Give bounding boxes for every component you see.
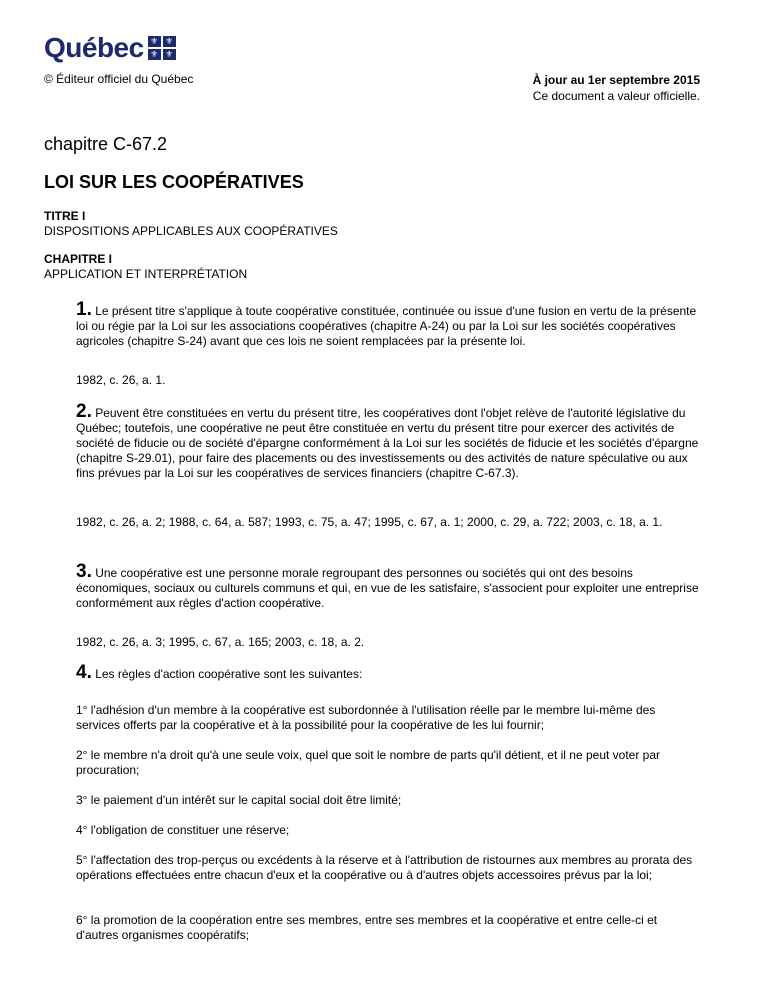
article-history: 1982, c. 26, a. 2; 1988, c. 64, a. 587; 1993, c. 75, a. 47; 1995, c. 67, a. 1; 2000, c. 29, a. 722; 2003, c. 18, a. 1. bbox=[76, 515, 663, 529]
titre-heading bbox=[44, 209, 338, 239]
quebec-logo bbox=[44, 30, 176, 66]
titre-label: TITRE I bbox=[44, 209, 86, 223]
official-note: Ce document a valeur officielle. bbox=[532, 89, 700, 103]
article-number: 2. bbox=[76, 401, 92, 422]
article-paragraph-3: 3° le paiement d'un intérêt sur le capital social doit être limité; bbox=[76, 793, 402, 807]
article-number: 4. bbox=[76, 662, 92, 683]
article-2 bbox=[76, 401, 700, 481]
editor-credit: © Éditeur officiel du Québec bbox=[44, 72, 194, 86]
chapitre-label: CHAPITRE I bbox=[44, 252, 113, 266]
chapitre-heading bbox=[44, 252, 247, 282]
article-text: Les règles d'action coopérative sont les suivantes: bbox=[95, 667, 363, 681]
article-text: Le présent titre s'applique à toute coopérative constituée, continuée ou issue d'une fusion en vertu de la présente loi ou régie par la Loi sur les associations coopératives (chapitre A-24) ou par la Loi sur les sociétés coopératives agricoles (chapitre S-24) avant que ces lois ne soient remplacées par la présente loi. bbox=[76, 304, 697, 348]
article-number: 3. bbox=[76, 561, 92, 582]
chapitre-text: APPLICATION ET INTERPRÉTATION bbox=[44, 267, 248, 281]
document-status bbox=[533, 72, 700, 104]
law-title: LOI SUR LES COOPÉRATIVES bbox=[44, 172, 304, 192]
article-history: 1982, c. 26, a. 1. bbox=[76, 373, 166, 387]
article-history: 1982, c. 26, a. 3; 1995, c. 67, a. 165; 2003, c. 18, a. 2. bbox=[76, 635, 365, 649]
fleur-de-lis-flag-icon: ⚜ ⚜ ⚜ ⚜ bbox=[148, 36, 176, 60]
article-4 bbox=[76, 662, 700, 683]
chapter-number: chapitre C-67.2 bbox=[44, 134, 168, 154]
titre-text: DISPOSITIONS APPLICABLES AUX COOPÉRATIVES bbox=[44, 224, 338, 238]
update-date: À jour au 1er septembre 2015 bbox=[532, 73, 700, 87]
article-3 bbox=[76, 561, 700, 611]
article-1 bbox=[76, 299, 700, 349]
article-paragraph-4: 4° l'obligation de constituer une réserve; bbox=[76, 823, 290, 837]
article-paragraph-5: 5° l'affectation des trop-perçus ou excédents à la réserve et à l'attribution de ristournes aux membres au prorata des opérations effectuées entre chacun d'eux et la coopérative ou à d'autres objets accessoires prévus par la loi; bbox=[76, 853, 693, 882]
logo-wordmark: Québec bbox=[44, 32, 144, 63]
article-paragraph-1: 1° l'adhésion d'un membre à la coopérative est subordonnée à l'utilisation réelle par le membre lui-même des services offerts par la coopérative et à la possibilité pour la coopérative de les lui fournir; bbox=[76, 703, 656, 732]
article-paragraph-6: 6° la promotion de la coopération entre ses membres, entre ses membres et la coopérative et entre celle-ci et d'autres organismes coopératifs; bbox=[76, 913, 658, 942]
article-text: Une coopérative est une personne morale regroupant des personnes ou sociétés qui ont des besoins économiques, sociaux ou culturels communs et qui, en vue de les satisfaire, s'associent pour exploiter une entreprise conformément aux règles d'action coopérative. bbox=[76, 566, 699, 610]
article-paragraph-2: 2° le membre n'a droit qu'à une seule voix, quel que soit le nombre de parts qu'il détient, et il ne peut voter par procuration; bbox=[76, 748, 661, 777]
article-number: 1. bbox=[76, 299, 92, 320]
article-text: Peuvent être constituées en vertu du présent titre, les coopératives dont l'objet relève de l'autorité législative du Québec; toutefois, une coopérative ne peut être constituée en vertu du présent titre pour exercer des activités de société de fiducie ou de société d'épargne conformément à la Loi sur les sociétés de fiducie et les sociétés d'épargne (chapitre S-29.01), pour faire des placements ou des investissements ou des activités de nature spéculative ou aux fins prévues par la Loi sur les coopératives de services financiers (chapitre C-67.3). bbox=[76, 406, 699, 480]
